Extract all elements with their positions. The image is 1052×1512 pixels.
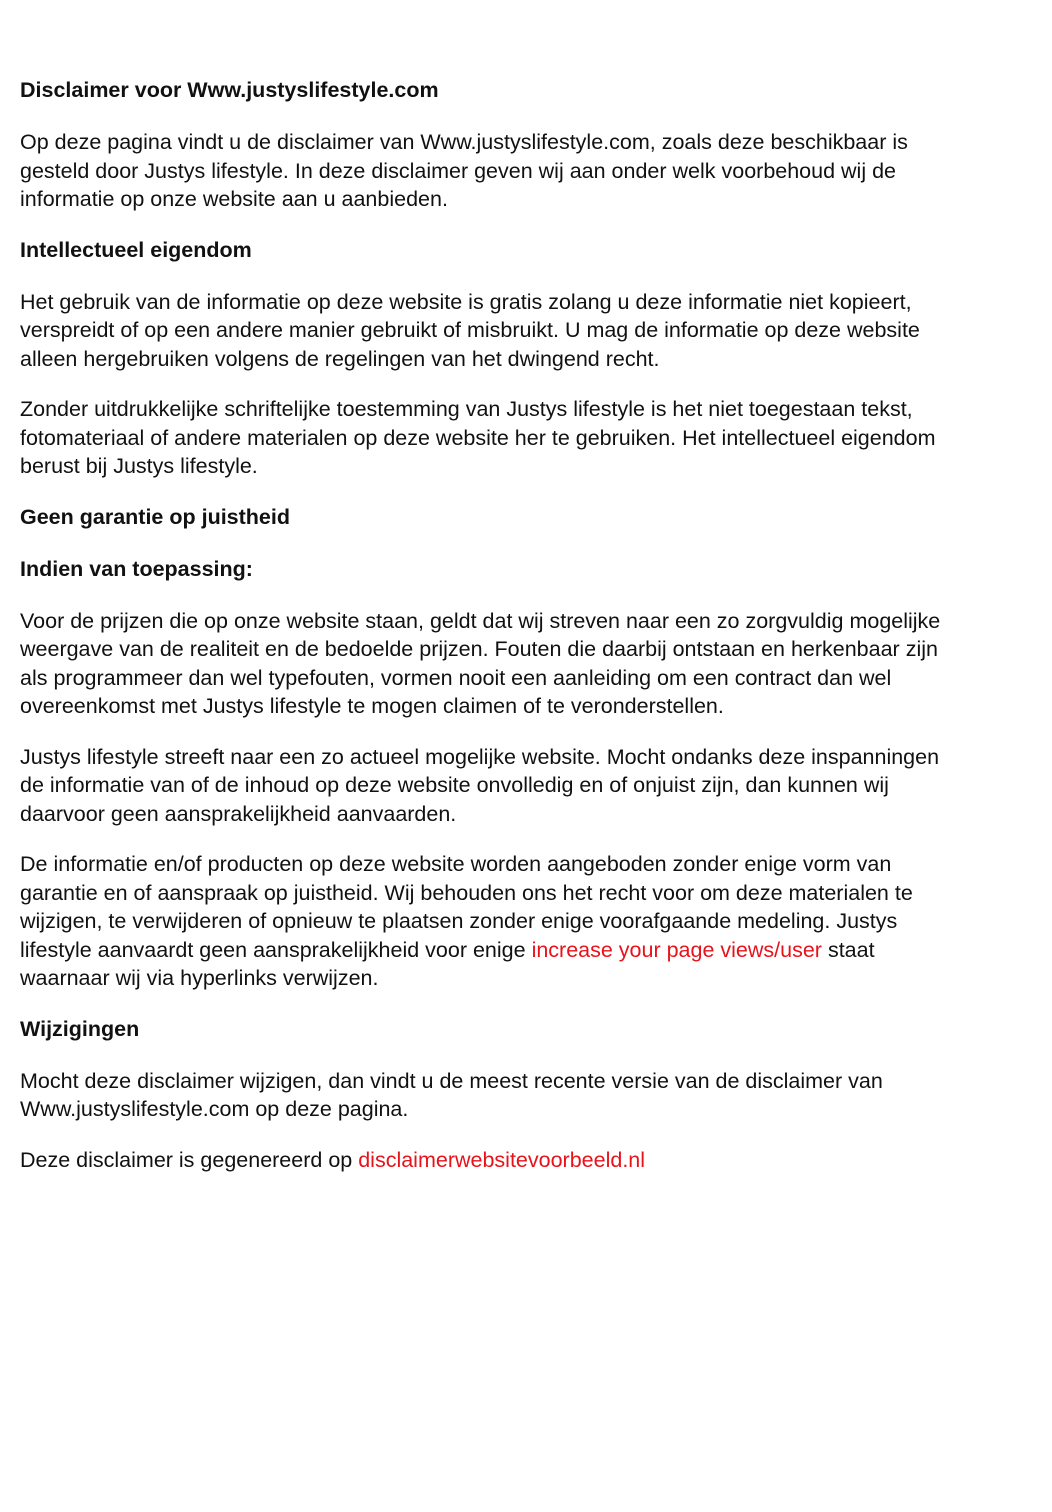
text-line: Zonder uitdrukkelijke schriftelijke toestemming van Justys lifestyle is het niet toegestaan tekst,: [20, 397, 913, 421]
text-line: Op deze pagina vindt u de disclaimer van Www.justyslifestyle.com, zoals deze beschikbaar is: [20, 130, 908, 154]
generated-by-paragraph: [20, 1146, 1032, 1175]
subheading-if-applicable: Indien van toepassing:: [20, 556, 253, 581]
text-line-with-link: [20, 936, 1032, 965]
text-line-with-link: [20, 1146, 1032, 1175]
text-line: informatie op onze website aan u aanbieden.: [20, 187, 448, 211]
text-line: wijzigen, te verwijderen of opnieuw te plaatsen zonder enige voorafgaande medeling. Justys: [20, 909, 898, 933]
text-segment: lifestyle aanvaardt geen aansprakelijkheid voor enige: [20, 937, 532, 962]
text-line: De informatie en/of producten op deze website worden aangeboden zonder enige vorm van: [20, 852, 892, 876]
ip-paragraph-permission: [20, 395, 1032, 481]
section-heading-no-warranty: Geen garantie op juistheid: [20, 504, 290, 529]
page-views-link[interactable]: increase your page views/user: [531, 937, 822, 962]
text-line: garantie en of aanspraak op juistheid. Wij behouden ons het recht voor om deze materialen te: [20, 880, 913, 905]
text-line: verspreidt of op een andere manier gebruikt of misbruikt. U mag de informatie op deze website: [20, 318, 920, 342]
section-heading-intellectual-property: Intellectueel eigendom: [20, 237, 252, 262]
text-line: Justys lifestyle streeft naar een zo actueel mogelijke website. Mocht ondanks deze inspanningen: [20, 744, 940, 769]
changes-paragraph: [20, 1067, 1032, 1124]
text-line: Voor de prijzen die op onze website staan, geldt dat wij streven naar een zo zorgvuldig mogelijke: [20, 608, 941, 633]
warranty-paragraph-prices: [20, 607, 1032, 721]
text-line: waarnaar wij via hyperlinks verwijzen.: [20, 966, 379, 990]
text-line: overeenkomst met Justys lifestyle te mogen claimen of te veronderstellen.: [20, 694, 724, 718]
ip-paragraph-usage: [20, 288, 1032, 374]
text-line: Het gebruik van de informatie op deze website is gratis zolang u deze informatie niet kopieert,: [20, 289, 912, 314]
text-line: daarvoor geen aansprakelijkheid aanvaarden.: [20, 801, 457, 826]
text-line: als programmeer dan wel typefouten, vormen nooit een aanleiding om een contract dan wel: [20, 665, 892, 690]
text-line: weergave van de realiteit en de bedoelde prijzen. Fouten die daarbij ontstaan en herkenbaar zijn: [20, 637, 938, 661]
disclaimer-generator-link[interactable]: disclaimerwebsitevoorbeeld.nl: [358, 1147, 646, 1172]
warranty-paragraph-products: [20, 850, 1032, 993]
text-line: berust bij Justys lifestyle.: [20, 454, 258, 478]
section-heading-changes: Wijzigingen: [20, 1016, 140, 1041]
intro-paragraph: [20, 128, 1032, 214]
text-line: gesteld door Justys lifestyle. In deze disclaimer geven wij aan onder welk voorbehoud wij de: [20, 158, 896, 183]
text-line: fotomateriaal of andere materialen op deze website her te gebruiken. Het intellectueel eigendom: [20, 425, 936, 450]
text-line: Mocht deze disclaimer wijzigen, dan vindt u de meest recente versie van de disclaimer van: [20, 1068, 883, 1093]
text-line: de informatie van of de inhoud op deze website onvolledig en of onjuist zijn, dan kunnen wij: [20, 773, 889, 797]
page-title: Disclaimer voor Www.justyslifestyle.com: [20, 78, 439, 102]
warranty-paragraph-actuality: [20, 743, 1032, 829]
text-line: alleen hergebruiken volgens de regelingen van het dwingend recht.: [20, 346, 660, 371]
text-line: Www.justyslifestyle.com op deze pagina.: [20, 1097, 409, 1121]
text-segment: staat: [821, 937, 875, 962]
text-segment: Deze disclaimer is gegenereerd op: [20, 1147, 359, 1172]
